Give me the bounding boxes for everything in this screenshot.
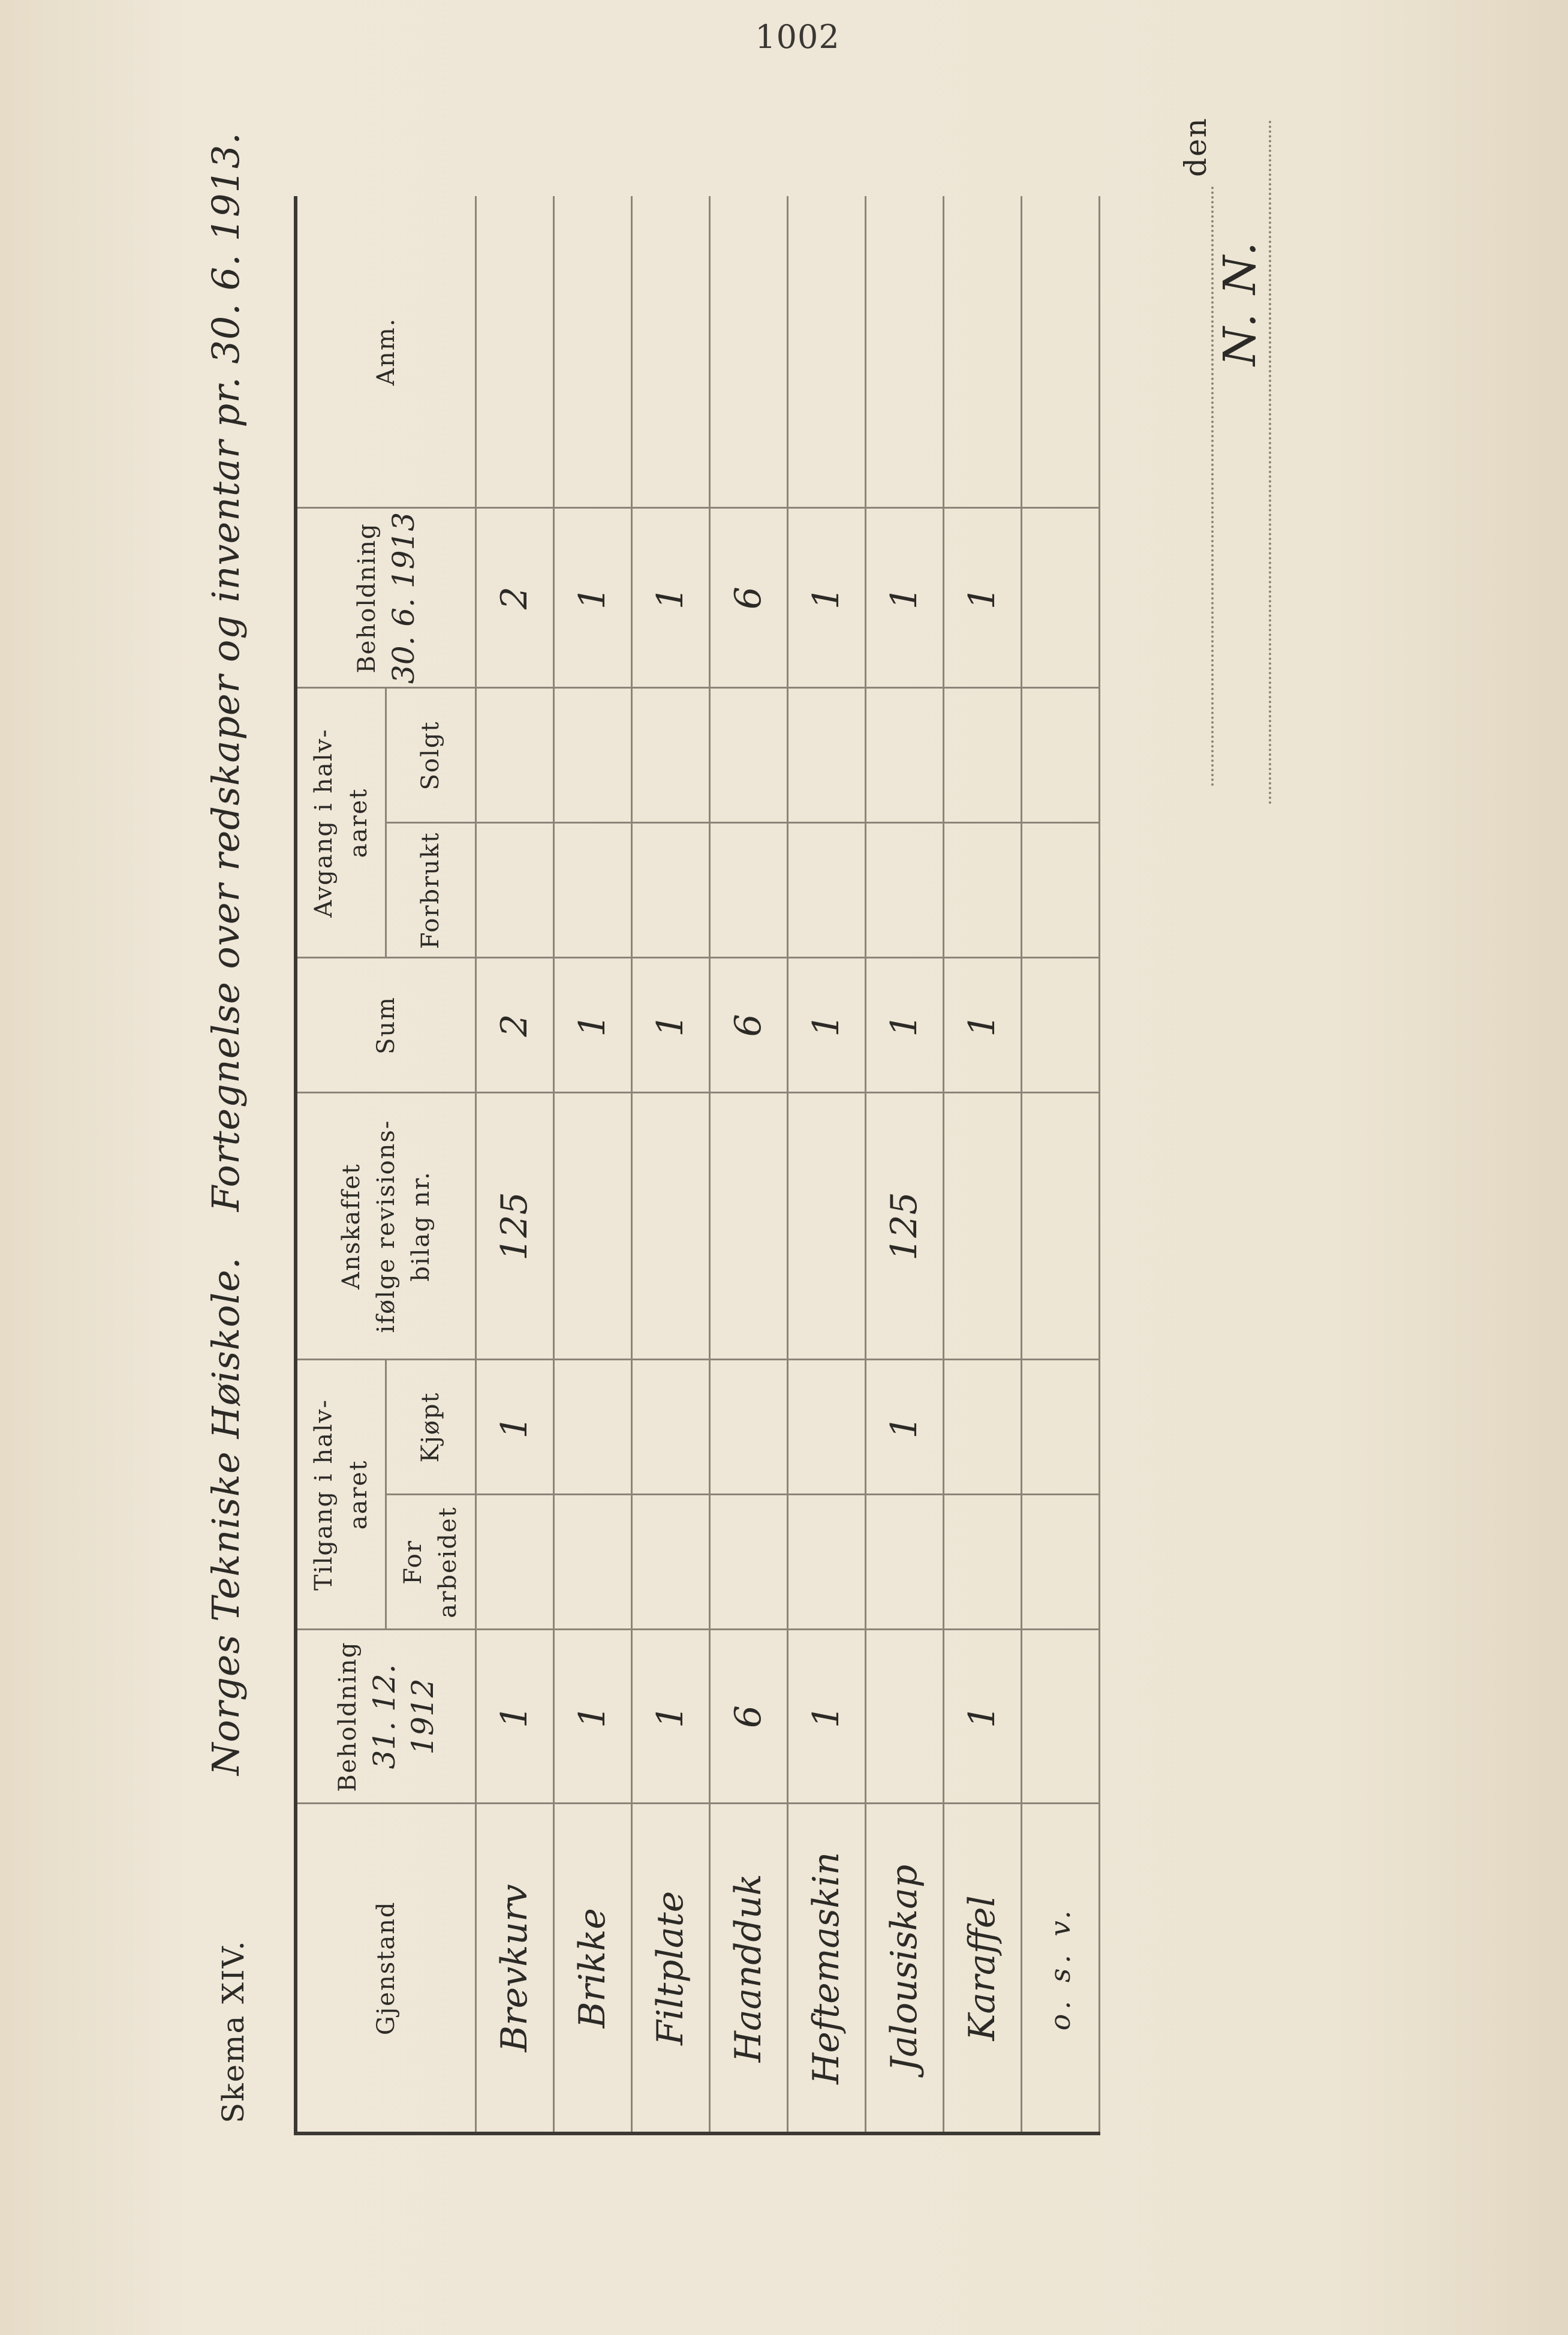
opening-value: 1 bbox=[943, 1630, 1021, 1804]
table-row bbox=[631, 196, 709, 2133]
closing-value: 1 bbox=[943, 508, 1021, 688]
kjopt-value bbox=[943, 1360, 1021, 1495]
forbrukt-value bbox=[475, 823, 553, 958]
bilag-value: 125 bbox=[475, 1093, 553, 1360]
bilag-value bbox=[553, 1093, 631, 1360]
solgt-value bbox=[475, 688, 553, 823]
item-name: Brevkurv bbox=[475, 1804, 553, 2133]
header-closing: Beholdning 30. 6. 1913 bbox=[296, 508, 475, 688]
forbrukt-value bbox=[709, 823, 787, 958]
form-description: Fortegnelse over redskaper og inventar pr. 30. 6. 1913. bbox=[204, 132, 248, 1212]
header-solgt: Solgt bbox=[386, 688, 475, 823]
header-item: Gjenstand bbox=[296, 1804, 475, 2133]
table-row bbox=[787, 196, 865, 2133]
anm-value bbox=[475, 196, 553, 508]
header-kjopt: Kjøpt bbox=[386, 1360, 475, 1495]
institution-name: Norges Tekniske Høiskole. bbox=[204, 1257, 248, 1775]
forbrukt-value bbox=[787, 823, 865, 958]
solgt-value bbox=[787, 688, 865, 823]
item-name: Heftemaskin bbox=[787, 1804, 865, 2133]
schema-label: Skema XIV. bbox=[216, 1940, 251, 2123]
forbrukt-value bbox=[865, 823, 943, 958]
signature-line bbox=[1265, 120, 1271, 804]
table-row bbox=[553, 196, 631, 2133]
header-sum: Sum bbox=[296, 958, 475, 1093]
anm-value bbox=[943, 196, 1021, 508]
sum-value: 1 bbox=[631, 958, 709, 1093]
anm-value bbox=[631, 196, 709, 508]
opening-value: 1 bbox=[553, 1630, 631, 1804]
bilag-value: 125 bbox=[865, 1093, 943, 1360]
sum-value: 6 bbox=[709, 958, 787, 1093]
bilag-value bbox=[709, 1093, 787, 1360]
kjopt-value bbox=[709, 1360, 787, 1495]
bilag-value bbox=[943, 1093, 1021, 1360]
kjopt-value bbox=[553, 1360, 631, 1495]
closing-value: 1 bbox=[631, 508, 709, 688]
den-label: den bbox=[1178, 117, 1213, 177]
date-place-line bbox=[1175, 186, 1214, 786]
item-name: Jalousiskap bbox=[865, 1804, 943, 2133]
kjopt-value: 1 bbox=[865, 1360, 943, 1495]
for-arbeidet-value bbox=[631, 1495, 709, 1630]
page-number: 1002 bbox=[755, 18, 840, 56]
opening-value: 1 bbox=[787, 1630, 865, 1804]
table-row bbox=[865, 196, 943, 2133]
solgt-value bbox=[865, 688, 943, 823]
kjopt-value bbox=[631, 1360, 709, 1495]
bilag-value bbox=[787, 1093, 865, 1360]
header-anm: Anm. bbox=[296, 196, 475, 508]
anm-value bbox=[865, 196, 943, 508]
header-avgang: Avgang i halv- aaret bbox=[296, 688, 386, 958]
kjopt-value: 1 bbox=[475, 1360, 553, 1495]
for-arbeidet-value bbox=[709, 1495, 787, 1630]
table-row bbox=[709, 196, 787, 2133]
opening-value bbox=[865, 1630, 943, 1804]
table-row bbox=[475, 196, 553, 2133]
solgt-value bbox=[709, 688, 787, 823]
closing-value: 2 bbox=[475, 508, 553, 688]
for-arbeidet-value bbox=[475, 1495, 553, 1630]
table-row bbox=[943, 196, 1021, 2133]
anm-value bbox=[553, 196, 631, 508]
bilag-value bbox=[631, 1093, 709, 1360]
header-for-arbeidet: For arbeidet bbox=[386, 1495, 475, 1630]
opening-value: 6 bbox=[709, 1630, 787, 1804]
sum-value: 1 bbox=[943, 958, 1021, 1093]
forbrukt-value bbox=[943, 823, 1021, 958]
solgt-value bbox=[553, 688, 631, 823]
anm-value bbox=[709, 196, 787, 508]
forbrukt-value bbox=[553, 823, 631, 958]
signature: N. N. bbox=[1214, 239, 1266, 366]
sum-value: 2 bbox=[475, 958, 553, 1093]
rotated-form bbox=[180, 96, 1379, 2135]
sum-value: 1 bbox=[553, 958, 631, 1093]
for-arbeidet-value bbox=[553, 1495, 631, 1630]
for-arbeidet-value bbox=[865, 1495, 943, 1630]
solgt-value bbox=[943, 688, 1021, 823]
osv-label: o. s. v. bbox=[1021, 1804, 1099, 2133]
item-name: Karaffel bbox=[943, 1804, 1021, 2133]
item-name: Filtplate bbox=[631, 1804, 709, 2133]
form-title bbox=[204, 96, 258, 2135]
item-name: Brikke bbox=[553, 1804, 631, 2133]
kjopt-value bbox=[787, 1360, 865, 1495]
for-arbeidet-value bbox=[943, 1495, 1021, 1630]
closing-value: 1 bbox=[865, 508, 943, 688]
header-anskaffet: Anskaffet ifølge revisions- bilag nr. bbox=[296, 1093, 475, 1360]
forbrukt-value bbox=[631, 823, 709, 958]
inventory-table bbox=[294, 196, 1100, 2135]
table-row-osv bbox=[1021, 196, 1099, 2133]
closing-value: 6 bbox=[709, 508, 787, 688]
header-tilgang: Tilgang i halv- aaret bbox=[296, 1360, 386, 1630]
opening-value: 1 bbox=[475, 1630, 553, 1804]
closing-value: 1 bbox=[553, 508, 631, 688]
for-arbeidet-value bbox=[787, 1495, 865, 1630]
sum-value: 1 bbox=[787, 958, 865, 1093]
header-forbrukt: Forbrukt bbox=[386, 823, 475, 958]
anm-value bbox=[787, 196, 865, 508]
item-name: Haandduk bbox=[709, 1804, 787, 2133]
solgt-value bbox=[631, 688, 709, 823]
closing-value: 1 bbox=[787, 508, 865, 688]
header-opening: Beholdning 31. 12. 1912 bbox=[296, 1630, 475, 1804]
opening-value: 1 bbox=[631, 1630, 709, 1804]
sum-value: 1 bbox=[865, 958, 943, 1093]
